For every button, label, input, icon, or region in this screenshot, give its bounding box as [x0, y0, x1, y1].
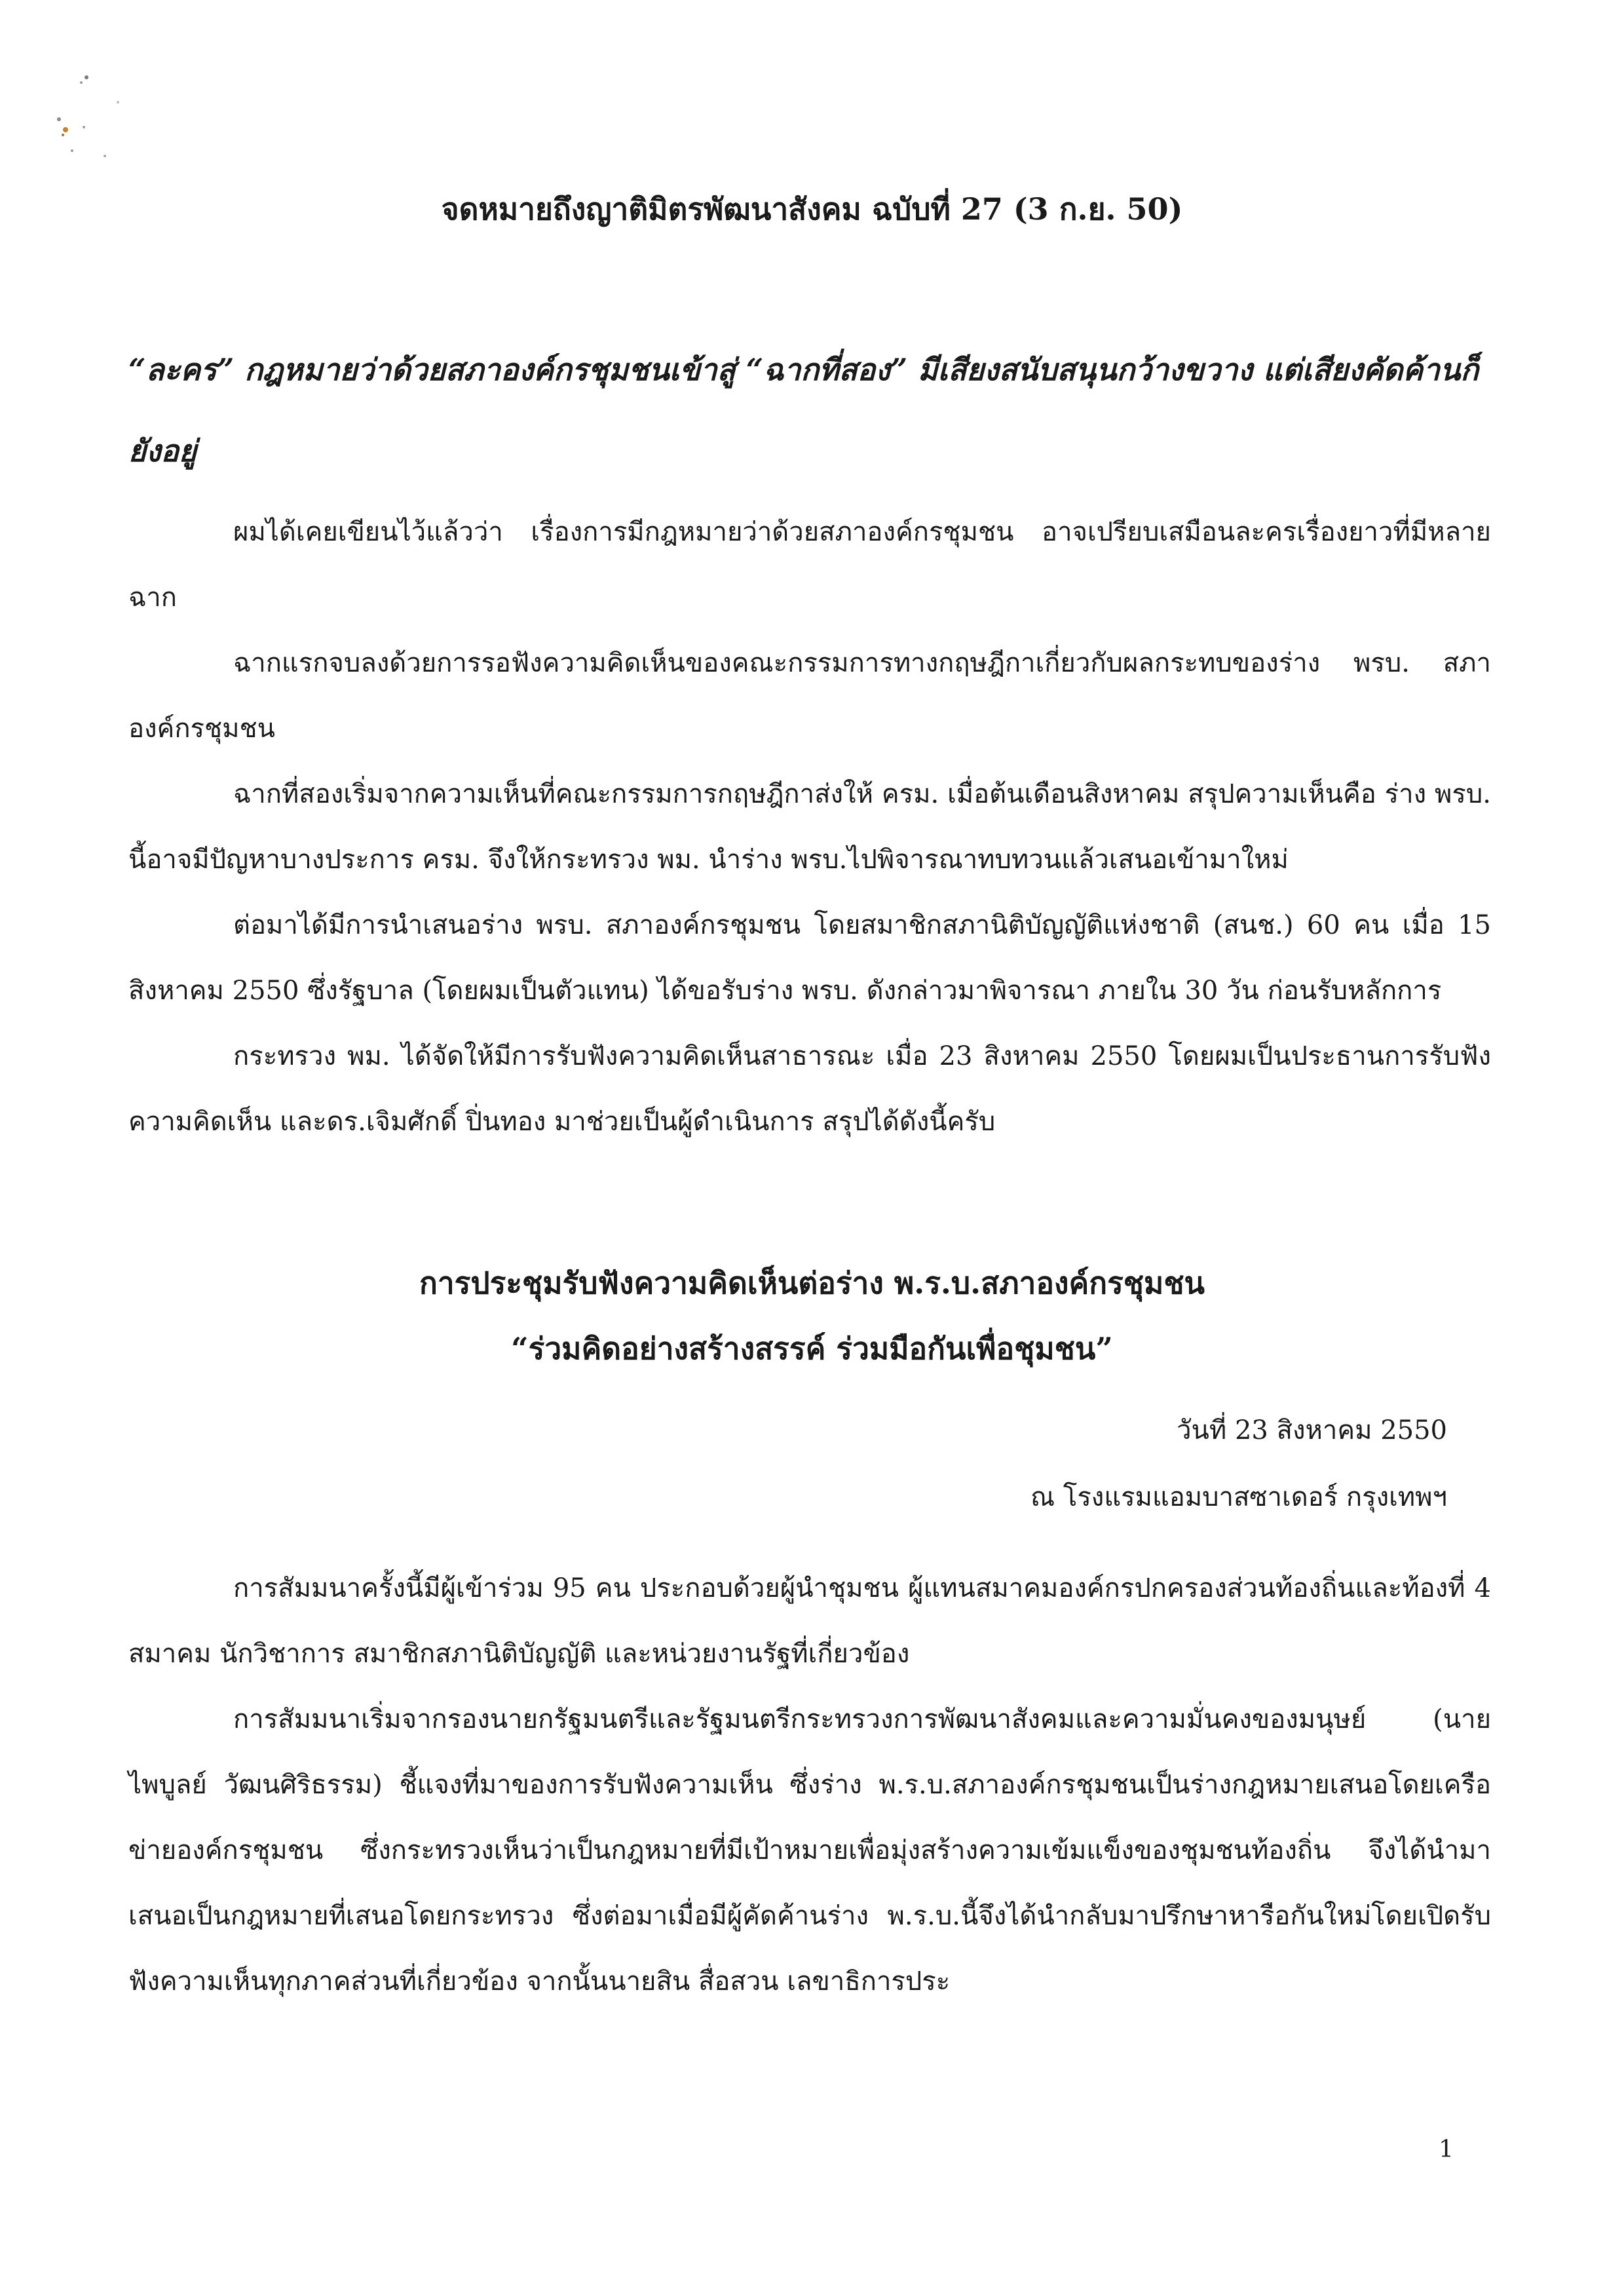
paragraph: ต่อมาได้มีการนำเสนอร่าง พรบ. สภาองค์กรชุมชน โดยสมาชิกสภานิติบัญญัติแห่งชาติ (สนช.) 60 คน เมื่อ 15 สิงหาคม 2550 ซึ่งรัฐบาล (โดยผมเป็นตัวแทน) ได้ขอรับร่าง พรบ. ดังกล่าวมาพิจารณา ภายใน 30 วัน ก่อนรับหลักการ: [128, 910, 1491, 1006]
paragraph: ฉากที่สองเริ่มจากความเห็นที่คณะกรรมการกฤษฎีกาส่งให้ ครม. เมื่อต้นเดือนสิงหาคม สรุปความเห็นคือ ร่าง พรบ. นี้อาจมีปัญหาบางประการ ครม. จึงให้กระทรวง พม. นำร่าง พรบ.ไปพิจารณาทบทวนแล้วเสนอเข้ามาใหม่: [128, 779, 1491, 875]
paragraph: ฉากแรกจบลงด้วยการรอฟังความคิดเห็นของคณะกรรมการทางกฤษฎีกาเกี่ยวกับผลกระทบของร่าง พรบ. สภาองค์กรชุมชน: [128, 648, 1491, 744]
article-headline: “ละคร” กฎหมายว่าด้วยสภาองค์กรชุมชนเข้าสู่ “ฉากที่สอง” มีเสียงสนับสนุนกว้างขวาง แต่เสียงคัดค้านก็ยังอยู่: [128, 352, 1479, 469]
body-section-1: [128, 499, 1491, 1155]
paragraph: การสัมมนาเริ่มจากรองนายกรัฐมนตรีและรัฐมนตรีกระทรวงการพัฒนาสังคมและความมั่นคงของมนุษย์ (นายไพบูลย์ วัฒนศิริธรรม) ชี้แจงที่มาของการรับฟังความเห็น ซึ่งร่าง พ.ร.บ.สภาองค์กรชุมชนเป็นร่างกฎหมายเสนอโดยเครือข่ายองค์กรชุมชน ซึ่งกระทรวงเห็นว่าเป็นกฎหมายที่มีเป้าหมายเพื่อมุ่งสร้างความเข้มแข็งของชุมชนท้องถิ่น จึงได้นำมาเสนอเป็นกฎหมายที่เสนอโดยกระทรวง ซึ่งต่อมาเมื่อมีผู้คัดค้านร่าง พ.ร.บ.นี้จึงได้นำกลับมาปรึกษาหารือกันใหม่โดยเปิดรับฟังความเห็นทุกภาคส่วนที่เกี่ยวข้อง จากนั้นนายสิน สื่อสวน เลขาธิการประ: [128, 1704, 1491, 1997]
paragraph: ผมได้เคยเขียนไว้แล้วว่า เรื่องการมีกฎหมายว่าด้วยสภาองค์กรชุมชน อาจเปรียบเสมือนละครเรื่องยาวที่มีหลายฉาก: [128, 517, 1491, 613]
meeting-date: วันที่ 23 สิงหาคม 2550: [1177, 1415, 1447, 1445]
paragraph: กระทรวง พม. ได้จัดให้มีการรับฟังความคิดเห็นสาธารณะ เมื่อ 23 สิงหาคม 2550 โดยผมเป็นประธานการรับฟังความคิดเห็น และดร.เจิมศักดิ์ ปิ่นทอง มาช่วยเป็นผู้ดำเนินการ สรุปได้ดังนี้ครับ: [128, 1041, 1491, 1137]
body-section-2: [128, 1556, 1491, 2014]
meeting-venue: ณ โรงแรมแอมบาสซาเดอร์ กรุงเทพฯ: [1030, 1482, 1447, 1512]
meeting-title: การประชุมรับฟังความคิดเห็นต่อร่าง พ.ร.บ.สภาองค์กรชุมชน: [419, 1265, 1205, 1301]
document-title: จดหมายถึงญาติมิตรพัฒนาสังคม ฉบับที่ 27 (3 ก.ย. 50): [441, 191, 1183, 227]
meeting-heading: [131, 1250, 1493, 1381]
scan-specks: [46, 59, 124, 177]
meeting-details: [1030, 1397, 1447, 1531]
paragraph: การสัมมนาครั้งนี้มีผู้เข้าร่วม 95 คน ประกอบด้วยผู้นำชุมชน ผู้แทนสมาคมองค์กรปกครองส่วนท้องถิ่นและท้องที่ 4 สมาคม นักวิชาการ สมาชิกสภานิติบัญญัติ และหน่วยงานรัฐที่เกี่ยวข้อง: [128, 1573, 1491, 1669]
page-number: 1: [1439, 2136, 1454, 2163]
meeting-slogan: “ร่วมคิดอย่างสร้างสรรค์ ร่วมมือกันเพื่อชุมชน”: [511, 1331, 1113, 1366]
